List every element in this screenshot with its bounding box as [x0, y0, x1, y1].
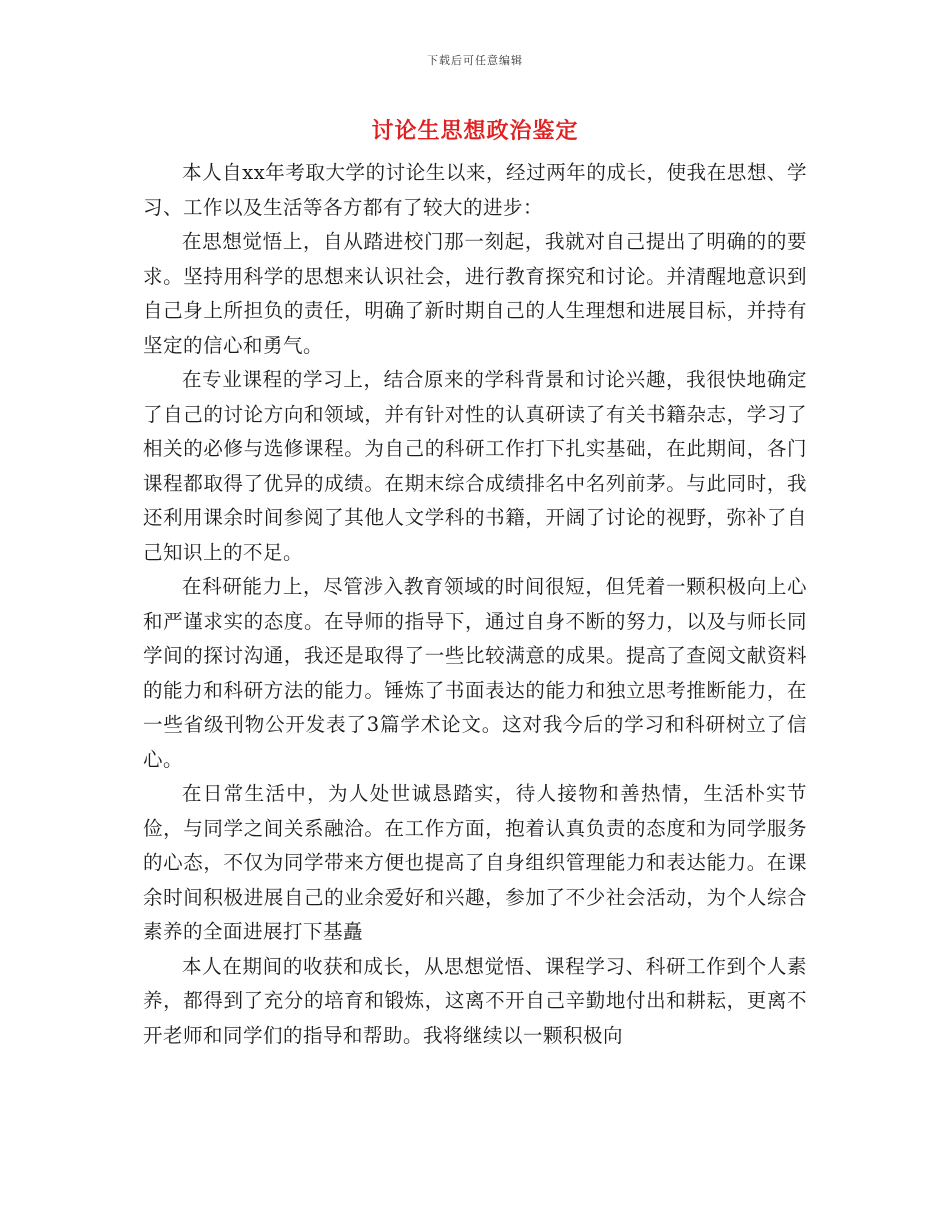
paragraph-thought: 在思想觉悟上，自从踏进校门那一刻起，我就对自己提出了明确的的要求。坚持用科学的思想来认识社会，进行教育探究和讨论。并清醒地意识到自己身上所担负的责任，明确了新时期自己的人生理想和进展目标，并持有坚定的信心和勇气。 — [143, 230, 807, 357]
paragraph-intro: 本人自xx年考取大学的讨论生以来，经过两年的成长，使我在思想、学习、工作以及生活等各方都有了较大的进步： — [143, 161, 807, 219]
paragraph-summary: 本人在期间的收获和成长，从思想觉悟、课程学习、科研工作到个人素养，都得到了充分的培育和锻炼，这离不开自己辛勤地付出和耕耘，更离不开老师和同学们的指导和帮助。我将继续以一颗积极向 — [143, 954, 807, 1047]
paragraph-study: 在专业课程的学习上，结合原来的学科背景和讨论兴趣，我很快地确定了自己的讨论方向和领域，并有针对性的认真研读了有关书籍杂志，学习了相关的必修与选修课程。为自己的科研工作打下扎实基础，在此期间，各门课程都取得了优异的成绩。在期末综合成绩排名中名列前茅。与此同时，我还利用课余时间参阅了其他人文学科的书籍，开阔了讨论的视野，弥补了自己知识上的不足。 — [143, 368, 807, 564]
document-body — [143, 156, 807, 1053]
paragraph-research: 在科研能力上，尽管涉入教育领域的时间很短，但凭着一颗积极向上心和严谨求实的态度。在导师的指导下，通过自身不断的努力，以及与师长同学间的探讨沟通，我还是取得了一些比较满意的成果。提高了查阅文献资料的能力和科研方法的能力。锤炼了书面表达的能力和独立思考推断能力，在一些省级刊物公开发表了3篇学术论文。这对我今后的学习和科研树立了信心。 — [143, 575, 807, 771]
header-note: 下载后可任意编辑 — [427, 54, 523, 67]
paragraph-life: 在日常生活中，为人处世诚恳踏实，待人接物和善热情，生活朴实节俭，与同学之间关系融洽。在工作方面，抱着认真负责的态度和为同学服务的心态，不仅为同学带来方便也提高了自身组织管理能力和表达能力。在课余时间积极进展自己的业余爱好和兴趣，参加了不少社会活动，为个人综合素养的全面进展打下基矗 — [143, 782, 807, 943]
document-title: 讨论生思想政治鉴定 — [371, 118, 579, 144]
